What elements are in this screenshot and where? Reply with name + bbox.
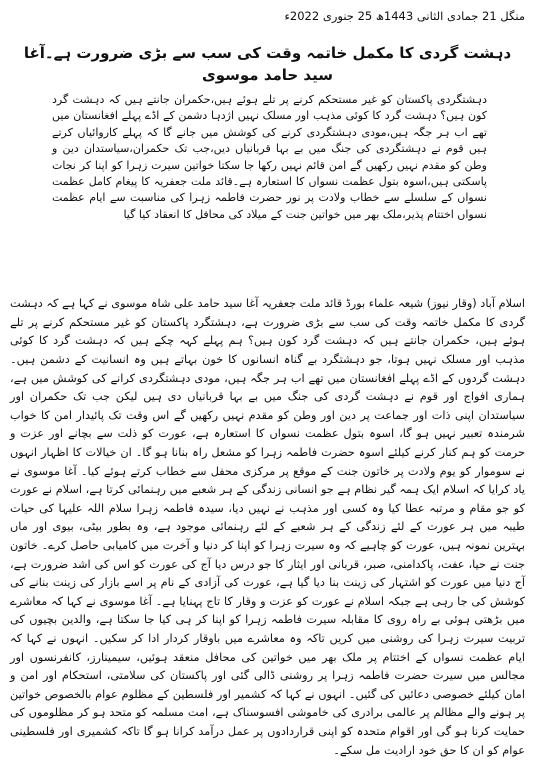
summary-text: دہشتگردی پاکستان کو غیر مستحکم کرنے پر تلے ہوئے ہیں،حکمران جانتے ہیں کہ دہشت گرد کون ہیں؟ دہشت گرد کا کوئی مذہب اور مسلک نہیں اژدہا دشمن کے اڈے پہلے افغانستان میں تھے اب ہر جگہ ہیں،مودی دہشتگردی کرنے کی کوشش میں جانے گا کہ پہلے کاروائیاں کرتے ہیں قوم نے دہشتگردی کی جنگ میں بے بہا قربانیاں دیں،جب تک حکمران،سیاستدان دین و وطن کو مقدم نہیں رکھیں گے امن قائم نہیں رکھا جا سکتا خواتین سیرت زہرا کو اپنا کر نجات پاسکتی ہیں،اسوہ بتول عظمت نسواں کا استعارہ ہے۔قائد ملت جعفریہ کا پیغام کامل عظمت نسواں کے سلسلے سے خطاب ولادت پر نور حضرت فاطمہ زہرا کی مناسبت سے ایام عظمت نسواں اختتام پذیر،ملک بھر میں خواتین جنت کے میلاد کی محافل کا انعقاد کیا گیا: [52, 93, 487, 221]
dateline-gregorian: 25 جنوری 2022ء: [284, 9, 373, 23]
article-text: اسلام آباد (وقار نیوز) شیعہ علماء بورڈ قائد ملت جعفریہ آغا سید حامد علی شاہ موسوی نے کہا ہے کہ دہشت گردی کا مکمل خاتمہ وقت کی سب سے بڑی ضرورت ہے، دہشتگرد پاکستان کو غیر مستحکم کرنے پر تلے ہوئے ہیں، حکمران جانتے ہیں کہ دہشت گرد کون ہیں؟ ہم پہلے کہہ چکے ہیں کہ دہشت گرد کا کوئی مذہب اور مسلک نہیں ہوتا، جو دہشتگرد بے گناہ انسانوں کا خون بہاتے ہیں وہ انسانیت کے دشمن ہیں۔ دہشت گردوں کے اڈے پہلے افغانستان میں تھے اب ہر جگہ ہیں، مودی دہشتگردی کرانے کی کوشش میں ہے، ہماری افواج اور قوم نے دہشت گردی کی جنگ میں بے بہا قربانیاں دی ہیں لیکن جب تک حکمران اور سیاستدان اپنی ذات اور جماعت پر دین اور وطن کو مقدم نہیں رکھیں گے اس وقت تک پائیدار امن کا خواب شرمندہ تعبیر نہیں ہو گا، اسوہ بتول عظمت نسواں کا استعارہ ہے، عورت کو ذلت سے بچانے اور عزت و حرمت کو ہم کنار کرنے کیلئے اسوہ حضرت فاطمہ زہرا کو مشعل راہ بنانا ہو گا۔ ان خیالات کا اظہار انہوں نے سوموار کو یوم ولادت پر خاتون جنت کے موقع پر مرکزی محفل سے خطاب کرتے ہوئے کیا۔ آغا موسوی نے یاد کرایا کہ اسلام ایک ہمہ گیر نظام ہے جو انسانی زندگی کے ہر شعبے میں رہنمائی کرتا ہے، اسلام نے عورت کو جو مقام و مرتبہ عطا کیا وہ کسی اور مذہب نے نہیں دیا، سیدہ فاطمہ زہرا سلام اللہ علیہا کی حیات طیبہ میں ہر عورت کے لئے زندگی کے ہر شعبے کے لئے رہنمائی موجود ہے، وہ بطور بیٹی، بیوی اور ماں بہترین نمونہ ہیں، عورت کو چاہیے کہ وہ سیرت زہرا کو اپنا کر دنیا و آخرت میں کامیابی حاصل کرے۔ خاتون جنت نے حیا، عفت، پاکدامنی، صبر، قربانی اور ایثار کا جو درس دیا آج کی عورت کو اس کی اشد ضرورت ہے، آج دنیا میں عورت کو اشتہار کی زینت بنا دیا گیا ہے، عورت کی آزادی کے نام پر اسے بازار کی زینت بنانے کی کوشش کی جا رہی ہے جبکہ اسلام نے عورت کو عزت و وقار کا تاج پہنایا ہے۔ آغا موسوی نے کہا کہ معاشرے میں بڑھتی ہوئی بے راہ روی کا مقابلہ سیرت فاطمہ زہرا کو اپنا کر ہی کیا جا سکتا ہے، والدین بچیوں کی تربیت سیرت زہرا کی روشنی میں کریں تاکہ وہ معاشرے میں باوقار کردار ادا کر سکیں۔ انہوں نے کہا کہ ایام عظمت نسواں کے اختتام پر ملک بھر میں خواتین کی محافل منعقد ہوئیں، سیمینارز، کانفرنسوں اور مجالس میں سیرت حضرت فاطمہ زہرا پر روشنی ڈالی گئی اور پاکستان کی سلامتی، استحکام اور امن و امان کیلئے خصوصی دعائیں کی گئیں۔ انہوں نے کہا کہ کشمیر اور فلسطین کے مظلوم عوام بالخصوص خواتین پر ہونے والے مظالم پر عالمی برادری کی خاموشی افسوسناک ہے، امت مسلمہ کو متحد ہو کر مظلوموں کی حمایت کرنا ہو گی اور اقوام متحدہ کو اپنی قراردادوں پر عمل درآمد کرانا ہو گا تاکہ کشمیری اور فلسطینی عوام کو ان کا حق خود ارادیت مل سکے۔: [10, 297, 525, 757]
dateline: [10, 8, 525, 24]
dateline-hijri: 21 جمادی الثانی 1443ھ: [375, 9, 497, 23]
article-body: [10, 295, 525, 760]
headline: دہشت گردی کا مکمل خاتمہ وقت کی سب سے بڑی ضرورت ہے۔آغا سید حامد موسوی: [23, 44, 512, 84]
dateline-day: منگل: [500, 9, 525, 23]
summary-box: [10, 92, 525, 223]
